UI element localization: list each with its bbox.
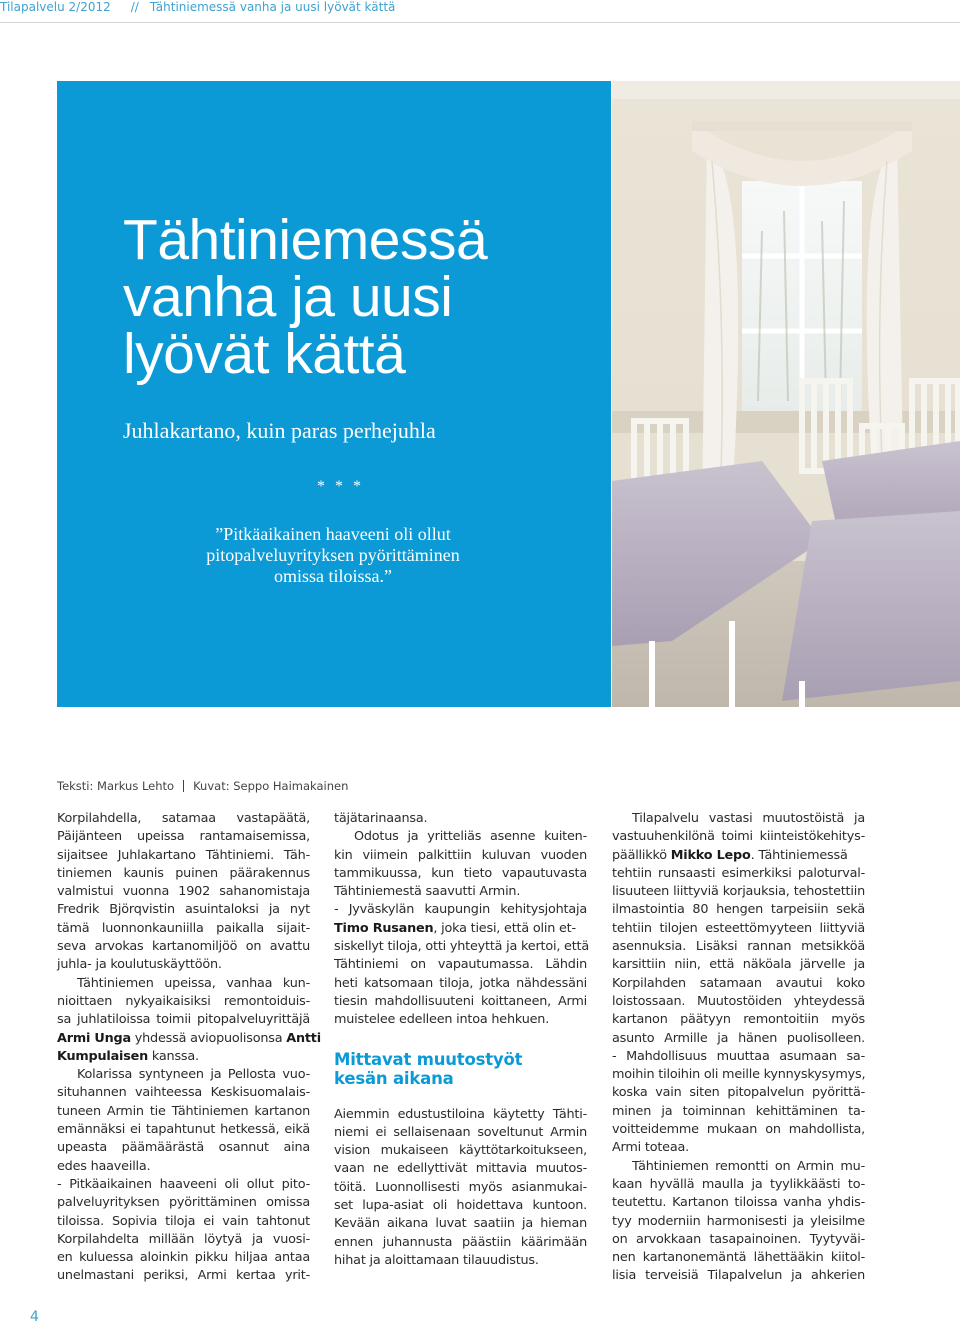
quote-line-3: omissa tiloissa.” xyxy=(274,566,392,586)
body-line: Tähtiniemestä saavutti Armin. xyxy=(334,884,521,900)
body-line: - Pitkäaikainen haaveeni oli ollut pito- xyxy=(57,1176,310,1192)
person-name: Antti xyxy=(286,1030,321,1046)
body-line xyxy=(612,847,865,865)
body-line: edes haaveilla. xyxy=(57,1158,151,1174)
body-fragment: yhdessä aviopuolisonsa xyxy=(134,1030,283,1046)
spacer xyxy=(334,1030,587,1050)
body-line: tiloissa. Sopivia tiloja ei vain tahtonut xyxy=(57,1213,310,1229)
body-line: asennuksia. Lisäksi rannan metsikköä xyxy=(612,939,865,955)
body-line xyxy=(334,920,587,938)
body-line: en kuluessa aloinkin pikku hiljaa antaa xyxy=(57,1250,310,1266)
running-head-article: Tähtiniemessä vanha ja uusi lyövät kättä xyxy=(149,0,396,14)
body-line: kin viimein palkittiin kuluvan vuoden xyxy=(334,847,587,863)
body-line: minen ja toiminnan kehittäminen ta- xyxy=(612,1103,865,1119)
body-line: Odotus ja yritteliäs asenne kuiten- xyxy=(354,829,587,845)
body-line: - Jyväskylän kaupungin kehitysjohtaja xyxy=(334,902,587,918)
quote-line-1: ”Pitkäaikainen haaveeni oli ollut xyxy=(215,524,451,544)
body-line: ennen juhannusta päästiin käärimään xyxy=(334,1234,587,1250)
title-line-1: Tähtiniemessä xyxy=(123,208,488,272)
body-line: Fredrik Björqvistin asuintaloksi ja nyt xyxy=(57,902,310,918)
body-line: Tähtiniemen upeissa, vanhaa kun- xyxy=(77,975,310,991)
body-line: tämä luonnonkauniilla paikalla sijait- xyxy=(57,920,310,936)
body-line: palveluyrityksen pyörittäminen omissa xyxy=(57,1195,310,1211)
body-line: Tilapalvelu vastasi muutostöistä ja xyxy=(632,811,865,826)
body-line xyxy=(57,1030,321,1048)
body-fragment: , joka tiesi, että olin et- xyxy=(433,920,576,936)
body-line: niemi ei sellaisenaan soveltunut Armin xyxy=(334,1124,587,1140)
body-line: nioittaen nykyaikaisiksi remontoiduis- xyxy=(57,993,310,1009)
person-name: Armi Unga xyxy=(57,1030,131,1046)
person-name: Timo Rusanen xyxy=(334,920,434,936)
body-line: Korpilahdella, satamaa vastapäätä, xyxy=(57,811,310,826)
header-rule xyxy=(0,22,960,23)
person-name: Kumpulaisen xyxy=(57,1048,149,1064)
page-number: 4 xyxy=(30,1309,39,1324)
body-line: muistelee edelleen intoa hehkuen. xyxy=(334,1012,550,1028)
body-line: vaan ne edellyttivät mittavia muutos- xyxy=(334,1161,587,1177)
title-line-2: vanha ja uusi xyxy=(123,265,453,329)
section-heading: Mittavat muutostyöt xyxy=(334,1049,523,1069)
person-name: Mikko Lepo xyxy=(670,847,751,863)
body-line: kartanon päätyyn remontoitiin myös xyxy=(612,1012,865,1028)
photographer-credit: Kuvat: Seppo Haimakainen xyxy=(193,779,349,793)
body-line: emännäksi ei tapahtunut hetkessä, eikä xyxy=(57,1122,310,1138)
credits-separator xyxy=(183,780,184,792)
body-line: siskellyt tiloja, otti yhteyttä ja kertoi, että xyxy=(334,939,589,955)
body-line: situhannen vaihteessa Keskisuomalais- xyxy=(57,1085,310,1101)
title-panel xyxy=(57,81,611,707)
body-line: - Mahdollisuus muuttaa asumaan sa- xyxy=(612,1048,865,1064)
body-line: unelmastani periksi, Armi kertaa yrit- xyxy=(57,1268,310,1284)
body-fragment: . Tähtiniemessä xyxy=(750,847,848,863)
body-line: nen kartanonemäntä lähettääkin kiitol- xyxy=(612,1250,865,1266)
body-line: Aiemmin edustustiloina käytetty Tähti- xyxy=(334,1106,587,1122)
body-line: voitteidemme mukaan on mahdollista, xyxy=(612,1122,865,1138)
body-line: Korpilahden satamaan avautui koko xyxy=(612,975,865,991)
body-column-1 xyxy=(57,810,321,1286)
publication-name: Tilapalvelu 2/2012 xyxy=(0,0,111,14)
body-line: upeasta päämäärästä osannut aina xyxy=(57,1140,310,1156)
body-line: seva arvokas kartanomiljöö on avattu xyxy=(57,939,310,955)
pull-quote xyxy=(133,524,533,587)
body-line: tiesin mahdollisuuteni koittaneen, Armi xyxy=(334,993,587,1009)
body-line: tyy moderniin harmonisesti ja yleisilme xyxy=(612,1213,865,1229)
body-line: Korpilahdelta millään löytyä ja vuosi- xyxy=(57,1231,310,1247)
body-line: ilmastointia 80 hengen tarpeisiin sekä xyxy=(612,902,865,918)
body-line: loistossaan. Muutostöiden yhteydessä xyxy=(612,993,865,1009)
body-line: töitä. Luonnollisesti myös asianmukai- xyxy=(334,1179,587,1195)
body-line: set lupa-asiat oli hoidettava kuntoon. xyxy=(334,1198,587,1214)
body-line: teutettu. Kartanon tiloissa vanha yhdis- xyxy=(612,1195,865,1211)
dining-room-photo xyxy=(612,81,960,707)
quote-line-2: pitopalveluyrityksen pyörittäminen xyxy=(206,545,460,565)
author-credit: Teksti: Markus Lehto xyxy=(57,779,175,793)
body-line: moihin tiloihin oli meille kynnyskysymys, xyxy=(612,1067,866,1083)
body-line xyxy=(57,1048,310,1066)
dining-room-illustration xyxy=(612,81,960,707)
spacer xyxy=(334,1088,587,1106)
body-line: tiniemen kaunis puinen päärakennus xyxy=(57,865,310,881)
body-line: tammikuussa, kun tieto vapautuvasta xyxy=(334,865,587,881)
article-credits xyxy=(57,778,348,794)
running-head-separator: // xyxy=(130,0,139,14)
body-line: Tähtiniemi on vapautumassa. Lähdin xyxy=(334,957,587,973)
body-line: Kolarissa syntyneen ja Pellosta vuo- xyxy=(77,1067,310,1083)
body-line: kaan hyvällä maulla ja tyylikkäästi to- xyxy=(612,1176,865,1192)
body-line: vastuuhenkilönä toimi kiinteistökehitys- xyxy=(612,829,865,845)
body-line: tehtiin runsaasti esimerkiksi paloturval- xyxy=(612,865,865,881)
body-line: vision mukaiseen käyttötarkoitukseen, xyxy=(334,1143,587,1159)
body-line: Kevään aikana luvat saatiin ja hieman xyxy=(334,1216,587,1232)
section-divider: * * * xyxy=(317,478,364,495)
body-line: juhla- ja koulutuskäyttöön. xyxy=(57,957,222,973)
title-line-3: lyövät kättä xyxy=(123,322,406,386)
body-line: koska vain siten pitopalvelun pyörittä- xyxy=(612,1085,865,1101)
body-fragment: kanssa. xyxy=(151,1048,199,1064)
body-line: Tähtiniemen remontti on Armin mu- xyxy=(632,1158,865,1174)
article-title xyxy=(123,208,603,386)
section-heading: kesän aikana xyxy=(334,1068,454,1088)
body-line: tuneen Armin tie Tähtiniemen kartanon xyxy=(57,1103,310,1119)
body-line: lisia terveisiä Tilapalvelun ja ahkerien xyxy=(612,1268,865,1284)
running-head xyxy=(0,0,395,14)
body-fragment: päällikkö xyxy=(612,847,667,863)
body-line: Päijänteen upeissa rantamaisemissa, xyxy=(57,829,310,845)
body-line: hihat ja aloittamaan tilauudistus. xyxy=(334,1252,539,1268)
body-line: tehtiin tilojen esteettömyyteen liittyviä xyxy=(612,920,865,936)
body-column-3 xyxy=(612,810,865,1286)
body-line: täjätarinaansa. xyxy=(334,811,428,826)
body-line: karsittiin niin, että näköala järvelle ja xyxy=(612,957,865,973)
body-line: asunto Armille ja hänen puolisolleen. xyxy=(612,1030,865,1046)
body-line: valmistui vuonna 1902 sahanomistaja xyxy=(57,884,310,900)
body-line: heti katsomaan tiloja, jotka nähdessäni xyxy=(334,975,587,991)
body-line: on arvokkaan tasapainoinen. Tyytyväi- xyxy=(612,1231,865,1247)
body-line: sijaitsee Juhlakartano Tähtiniemi. Täh- xyxy=(57,847,310,863)
body-line: Armi toteaa. xyxy=(612,1140,689,1156)
article-subtitle: Juhlakartano, kuin paras perhejuhla xyxy=(123,418,436,443)
body-line: sa juhlatiloissa toimii pitopalveluyrittäjä xyxy=(57,1012,310,1028)
body-column-2 xyxy=(334,810,587,1270)
body-line: lisuuteen liittyviä korjauksia, tehostettiin xyxy=(612,884,865,900)
